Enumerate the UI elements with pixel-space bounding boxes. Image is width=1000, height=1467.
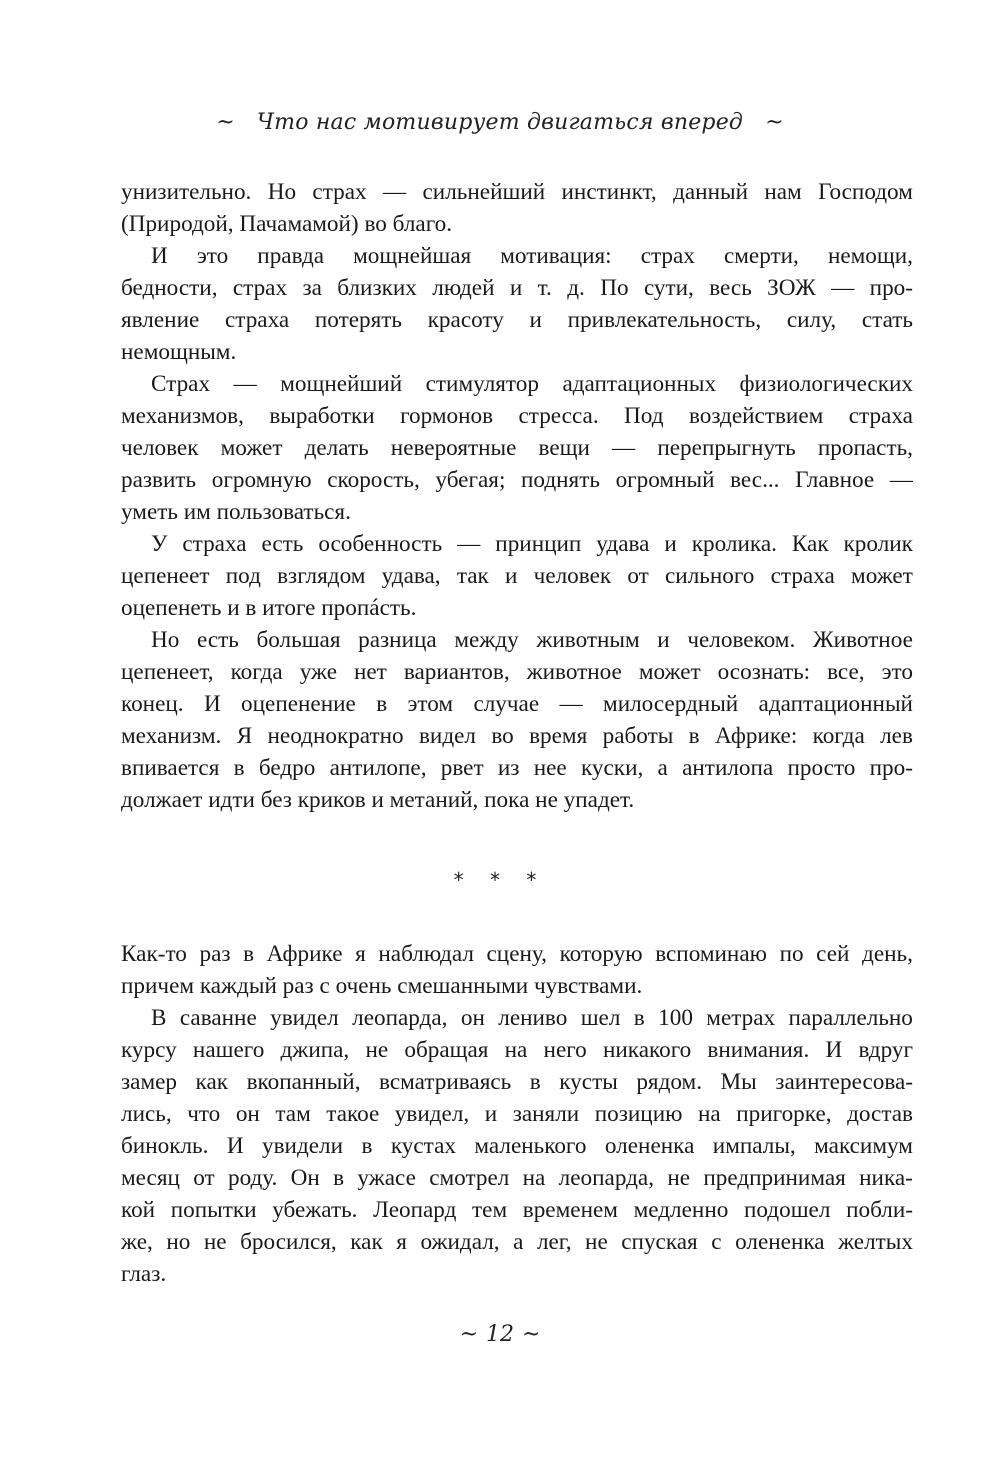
text-line: уметь им пользоваться. (121, 499, 351, 525)
text-line: механизмов, выработки гормонов стресса. Под воздействием страха (121, 403, 913, 429)
text-line: замер как вкопанный, всматриваясь в кусты рядом. Мы заинтересова- (121, 1069, 913, 1095)
text-line: цепенеет, когда уже нет вариантов, животное может осознать: все, это (121, 659, 913, 685)
paragraph (121, 938, 913, 1002)
text-line: Но есть большая разница между животным и человеком. Животное (151, 627, 913, 653)
paragraph (121, 176, 913, 240)
tilde-ornament-right: ~ (765, 110, 784, 135)
text-line: курсу нашего джипа, не обращая на него никакого внимания. И вдруг (121, 1037, 913, 1063)
text-line: цепенеет под взглядом удава, так и человек от сильного страха может (121, 563, 913, 589)
text-line: кой попытки убежать. Леопард тем временем медленно подошел побли- (121, 1197, 913, 1223)
paragraph (121, 368, 913, 528)
tilde-ornament-left: ~ (216, 110, 235, 135)
paragraph (121, 624, 913, 816)
section-1-body (121, 176, 913, 816)
text-line: немощным. (121, 339, 237, 365)
page-number: 12 (486, 1322, 514, 1347)
text-line: же, но не бросился, как я ожидал, а лег, не спуская с олененка желтых (121, 1229, 913, 1255)
text-line: Страх — мощнейший стимулятор адаптационных физиологических (151, 371, 913, 397)
paragraph (121, 528, 913, 624)
text-line: (Природой, Пачамамой) во благо. (121, 211, 453, 237)
tilde-ornament-left: ~ (459, 1322, 478, 1347)
text-line: причем каждый раз с очень смешанными чувствами. (121, 973, 643, 999)
text-line: впивается в бедро антилопе, рвет из нее куски, а антилопа просто про- (121, 755, 913, 781)
text-line: бедности, страх за близких людей и т. д. По сути, весь ЗОЖ — про- (121, 275, 913, 301)
section-separator: * * * (453, 868, 547, 892)
paragraph (121, 240, 913, 368)
text-line: бинокль. И увидели в кустах маленького олененка импалы, максимум (121, 1133, 913, 1159)
text-line: лись, что он там такое увидел, и заняли позицию на пригорке, достав (121, 1101, 913, 1127)
page-footer (0, 1322, 1000, 1347)
text-line: У страха есть особенность — принцип удава и кролика. Как кролик (151, 531, 913, 557)
paragraph (121, 1002, 913, 1290)
text-line: должает идти без криков и метаний, пока не упадет. (121, 787, 635, 813)
text-line: унизительно. Но страх — сильнейший инстинкт, данный нам Господом (121, 179, 913, 205)
text-line: конец. И оцепенение в этом случае — милосердный адаптационный (121, 691, 913, 717)
text-line: И это правда мощнейшая мотивация: страх смерти, немощи, (151, 243, 913, 269)
text-line: человек может делать невероятные вещи — перепрыгнуть пропасть, (121, 435, 913, 461)
text-line: глаз. (121, 1261, 167, 1287)
text-line: развить огромную скорость, убегая; поднять огромный вес... Главное — (121, 467, 913, 493)
text-line: Как-то раз в Африке я наблюдал сцену, которую вспоминаю по сей день, (121, 941, 913, 967)
text-line: явление страха потерять красоту и привлекательность, силу, стать (121, 307, 913, 333)
text-line: механизм. Я неоднократно видел во время работы в Африке: когда лев (121, 723, 913, 749)
section-2-body (121, 938, 913, 1290)
running-head-title: Что нас мотивирует двигаться вперед (256, 110, 744, 135)
running-head (0, 110, 1000, 135)
text-line: В саванне увидел леопарда, он лениво шел в 100 метрах параллельно (151, 1005, 913, 1031)
tilde-ornament-right: ~ (522, 1322, 541, 1347)
text-line: месяц от роду. Он в ужасе смотрел на леопарда, не предпринимая ника- (121, 1165, 913, 1191)
text-line: оцепенеть и в итоге пропáсть. (121, 595, 417, 621)
